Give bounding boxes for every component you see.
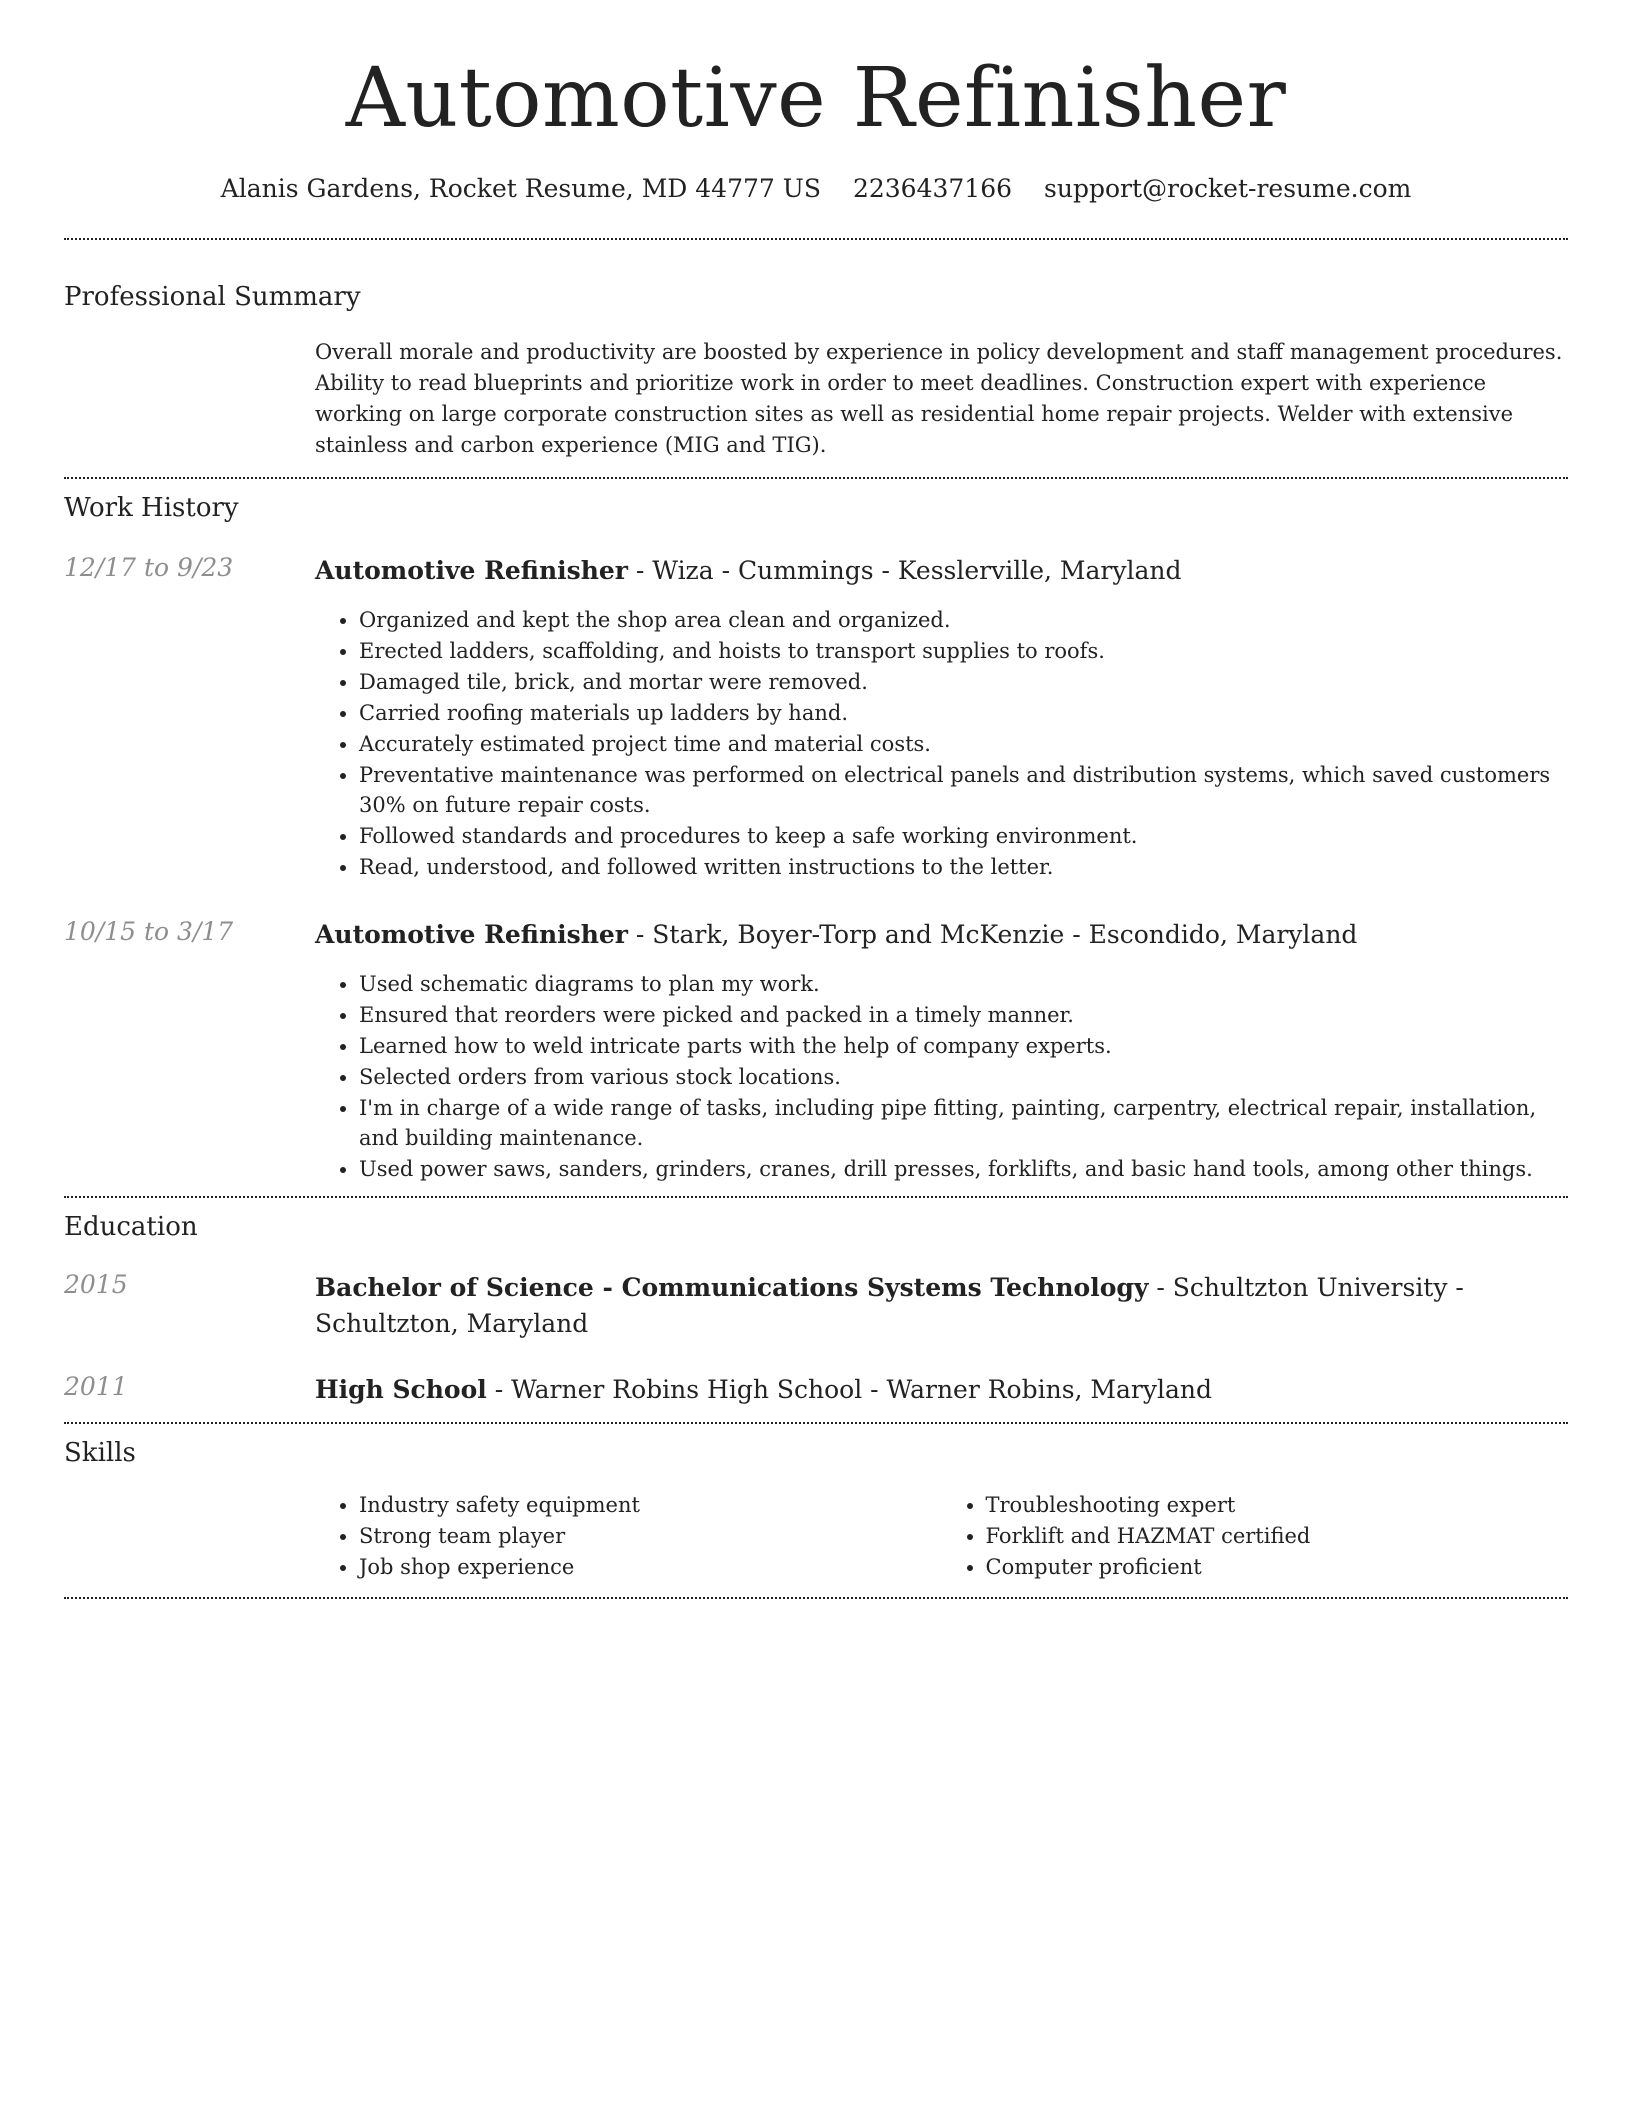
education-heading [315,1270,1568,1342]
education-degree: Bachelor of Science - Communications Systems Technology [315,1273,1149,1302]
work-history-section [64,479,1568,1196]
skill-item: • Troubleshooting expert [986,1490,1569,1521]
skills-list-right [942,1490,1569,1583]
contact-line [64,174,1568,203]
skill-item: • Industry safety equipment [359,1490,942,1521]
list-item: • Organized and kept the shop area clean and organized. [359,605,1568,635]
list-item: • Ensured that reorders were picked and packed in a timely manner. [359,1000,1568,1030]
job-dates: 12/17 to 9/23 [64,553,234,582]
job-company: - Stark, Boyer-Torp and McKenzie - Escondido, Maryland [627,920,1358,949]
job-company: - Wiza - Cummings - Kesslerville, Maryland [627,556,1182,585]
education-section [64,1198,1568,1408]
skill-item: • Forklift and HAZMAT certified [986,1521,1569,1552]
skills-title: Skills [64,1438,136,1468]
list-item: • Erected ladders, scaffolding, and hoists to transport supplies to roofs. [359,636,1568,666]
education-school: - Warner Robins High School - Warner Robins, Maryland [486,1375,1213,1404]
list-item: • Accurately estimated project time and material costs. [359,729,1568,759]
education-year: 2011 [64,1372,128,1401]
divider [64,238,1568,240]
skills-section [64,1424,1568,1583]
education-year: 2015 [64,1270,128,1299]
work-history-title: Work History [64,493,239,523]
list-item: • Carried roofing materials up ladders by hand. [359,698,1568,728]
job-entry [64,553,1568,883]
list-item: • Preventative maintenance was performed on electrical panels and distribution systems, which saved customers 30% on future repair costs. [359,760,1568,820]
divider [64,1597,1568,1599]
contact-phone: 2236437166 [852,174,1013,203]
list-item: • Followed standards and procedures to keep a safe working environment. [359,821,1568,851]
education-heading [315,1372,1568,1408]
job-heading [315,917,1568,953]
education-entry [64,1372,1568,1408]
summary-text: Overall morale and productivity are boosted by experience in policy development and staff management procedures. Ability to read blueprints and prioritize work in order to meet deadlines. Construction expert with experience working on large corporate construction sites as well as residential home repair projects. Welder with extensive stainless and carbon experience (MIG and TIG). [315,340,1563,457]
education-degree: High School [315,1375,487,1404]
contact-address: Alanis Gardens, Rocket Resume, MD 44777 US [220,174,821,203]
job-bullets [315,605,1568,882]
contact-email: support@rocket-resume.com [1044,174,1412,203]
list-item: • Read, understood, and followed written instructions to the letter. [359,852,1568,882]
list-item: • I'm in charge of a wide range of tasks, including pipe fitting, painting, carpentry, electrical repair, installation, and building maintenance. [359,1093,1568,1153]
skill-item: • Strong team player [359,1521,942,1552]
job-role: Automotive Refinisher [315,556,628,585]
education-entry [64,1270,1568,1342]
skills-columns [315,1490,1568,1583]
skills-list-left [315,1490,942,1583]
skill-item: • Job shop experience [359,1552,942,1583]
list-item: • Selected orders from various stock locations. [359,1062,1568,1092]
education-title: Education [64,1212,198,1242]
job-bullets [315,969,1568,1184]
summary-section-title: Professional Summary [64,282,361,312]
list-item: • Damaged tile, brick, and mortar were removed. [359,667,1568,697]
list-item: • Used power saws, sanders, grinders, cranes, drill presses, forklifts, and basic hand tools, among other things. [359,1154,1568,1184]
job-dates: 10/15 to 3/17 [64,917,234,946]
list-item: • Used schematic diagrams to plan my work. [359,969,1568,999]
resume-name: Automotive Refinisher [345,51,1287,146]
job-entry [64,917,1568,1196]
list-item: • Learned how to weld intricate parts with the help of company experts. [359,1031,1568,1061]
education-school: - Schultzton University - Schultzton, Maryland [315,1273,1464,1338]
skill-item: • Computer proficient [986,1552,1569,1583]
job-heading [315,553,1568,589]
job-role: Automotive Refinisher [315,920,628,949]
